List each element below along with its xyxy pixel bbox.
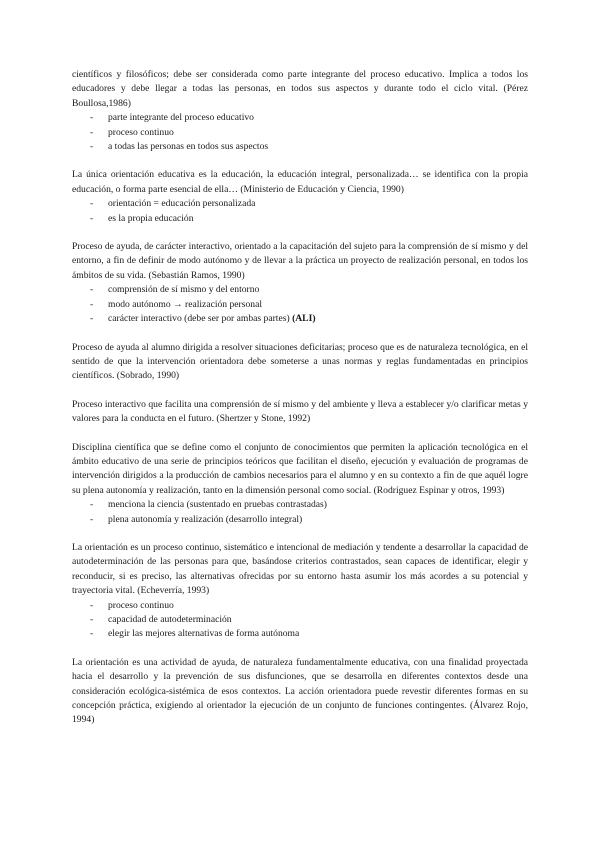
list-item: - comprensión de sí mismo y del entorno	[72, 283, 528, 297]
dash-marker: -	[90, 614, 94, 625]
bullet-list	[72, 111, 528, 154]
dash-marker: -	[90, 628, 94, 640]
list-item: - plena autonomía y realización (desarrollo integral)	[72, 513, 528, 527]
list-item: - es la propia educación	[72, 212, 528, 226]
paragraph-echeverria: La orientación es un proceso continuo, sistemático e intencional de mediación y tendente a desarrollar la capacidad de autodeterminación de las personas para que, basándose criterios contrastados, sean capaces de identificar, elegir y reconducir, si es preciso, las alternativas ofrecidas por su entorno hasta asumir los más acordes a su potencial y trayectoria vital. (Echeverría, 1993)	[72, 541, 528, 597]
dash-marker: -	[90, 198, 94, 210]
bullet-list	[72, 599, 528, 642]
dash-marker: -	[90, 212, 94, 224]
list-item: - proceso continuo	[72, 126, 528, 140]
document-page	[72, 68, 528, 728]
dash-marker: -	[90, 499, 94, 511]
list-item: - carácter interactivo (debe ser por ambas partes) (ALI)	[72, 312, 528, 326]
dash-marker: -	[90, 284, 94, 296]
dash-marker: -	[90, 513, 94, 525]
dash-marker: -	[90, 298, 94, 310]
paragraph-sobrado: Proceso de ayuda al alumno dirigida a resolver situaciones deficitarias; proceso que es de naturaleza tecnológica, en el sentido de que la intervención orientadora debe someterse a unas normas y reglas fundamentadas en principios científicos. (Sobrado, 1990)	[72, 341, 528, 382]
paragraph-rodriguez-espinar: Disciplina científica que se define como el conjunto de conocimientos que permiten la aplicación tecnológica en el ámbito educativo de una serie de principios teóricos que facilitan el diseño, ejecución y evaluación de programas de intervención dirigidos a la producción de cambios necesarios para el alumno y en su contexto a fin de que aquél logre su plena autonomía y realización, tanto en la dimensión personal como social. (Rodríguez Espinar y otros, 1993)	[72, 441, 528, 496]
list-item: - elegir las mejores alternativas de forma autónoma	[72, 627, 528, 641]
list-item: - orientación = educación personalizada	[72, 197, 528, 211]
paragraph-alvarez-rojo: La orientación es una actividad de ayuda, de naturaleza fundamentalmente educativa, con una finalidad proyectada hacia el desarrollo y la prevención de sus disfunciones, que se desarrolla en diferentes contextos desde una consideración ecológica-sistémica de esos contextos. La acción orientadora puede revestir diferentes formas en su concepción práctica, exigiendo al orientador la ejecución de un conjunto de funciones contingentes. (Álvarez Rojo, 1994)	[72, 656, 528, 726]
dash-marker: -	[90, 313, 94, 325]
ali-tag: (ALI)	[292, 313, 316, 325]
list-item: - menciona la ciencia (sustentado en pruebas contrastadas)	[72, 498, 528, 512]
list-item: - capacidad de autodeterminación	[72, 613, 528, 627]
dash-marker: -	[90, 141, 94, 153]
paragraph-perez-boullosa: científicos y filosóficos; debe ser considerada como parte integrante del proceso educativo. Implica a todos los educadores y debe llegar a todas las personas, en todos sus aspectos y durante todo el ciclo vital. (Pérez Boullosa,1986)	[72, 69, 528, 109]
list-item: - parte integrante del proceso educativo	[72, 111, 528, 125]
list-item: - proceso continuo	[72, 599, 528, 613]
dash-marker: -	[90, 112, 94, 124]
list-item: - modo autónomo → realización personal	[72, 298, 528, 312]
bullet-list	[72, 283, 528, 326]
dash-marker: -	[90, 126, 94, 138]
list-item: - a todas las personas en todos sus aspectos	[72, 140, 528, 154]
paragraph-sebastian-ramos: Proceso de ayuda, de carácter interactivo, orientado a la capacitación del sujeto para la comprensión de sí mismo y del entorno, a fin de definir de modo autónomo y de llevar a la práctica un proyecto de realización personal, en todos los ámbitos de su vida. (Sebastián Ramos, 1990)	[72, 241, 528, 281]
paragraph-shertzer-stone: Proceso interactivo que facilita una comprensión de sí mismo y del ambiente y lleva a establecer y/o clarificar metas y valores para la conducta en el futuro. (Shertzer y Stone, 1992)	[72, 398, 528, 425]
bullet-list	[72, 197, 528, 226]
dash-marker: -	[90, 599, 94, 611]
paragraph-mec: La única orientación educativa es la educación, la educación integral, personalizada… se identifica con la propia educación, o forma parte esencial de ella… (Ministerio de Educación y Ciencia, 1990)	[72, 169, 528, 195]
bullet-list	[72, 498, 528, 527]
